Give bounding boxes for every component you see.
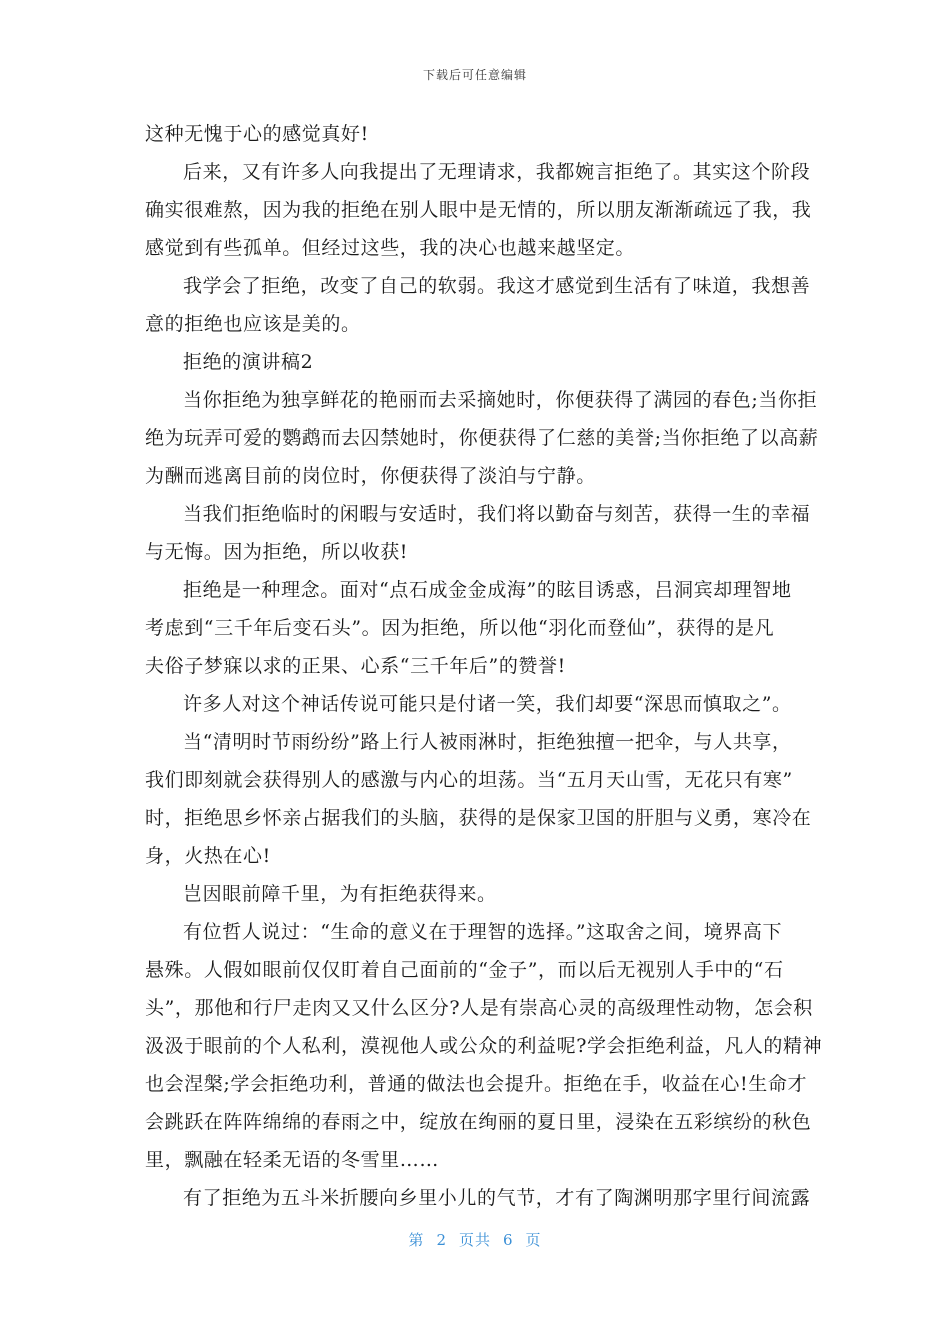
text-line: 为酬而逃离目前的岗位时，你便获得了淡泊与宁静。 — [145, 465, 596, 487]
text-line: 我们即刻就会获得别人的感激与内心的坦荡。当“五月天山雪，无花只有寒” — [145, 769, 793, 791]
text-line: 也会涅槃;学会拒绝功利，普通的做法也会提升。拒绝在手，收益在心!生命才 — [145, 1073, 808, 1095]
text-line: 当我们拒绝临时的闲暇与安适时，我们将以勤奋与刻苦，获得一生的幸福 — [183, 503, 811, 525]
text-line: 意的拒绝也应该是美的。 — [145, 313, 361, 335]
text-line: 当你拒绝为独享鲜花的艳丽而去采摘她时，你便获得了满园的春色;当你拒 — [183, 389, 818, 411]
text-line: 有位哲人说过：“生命的意义在于理智的选择。”这取舍之间，境界高下 — [183, 921, 783, 943]
text-line: 这种无愧于心的感觉真好! — [145, 123, 369, 145]
text-line: 与无悔。因为拒绝，所以收获! — [145, 541, 409, 563]
text-line: 汲汲于眼前的个人私利，漠视他人或公众的利益呢?学会拒绝利益，凡人的精神 — [145, 1035, 823, 1057]
text-line: 头”，那他和行尸走肉又又什么区分?人是有崇高心灵的高级理性动物，怎会积 — [145, 997, 813, 1019]
text-line: 后来，又有许多人向我提出了无理请求，我都婉言拒绝了。其实这个阶段 — [183, 161, 811, 183]
text-line: 拒绝是一种理念。面对“点石成金金成海”的眩目诱惑，吕洞宾却理智地 — [183, 579, 792, 601]
text-line: 考虑到“三千年后变石头”。因为拒绝，所以他“羽化而登仙”，获得的是凡 — [145, 617, 775, 639]
text-line: 悬殊。人假如眼前仅仅盯着自己面前的“金子”，而以后无视别人手中的“石 — [145, 959, 784, 981]
text-line: 许多人对这个神话传说可能只是付诸一笑，我们却要“深思而慎取之”。 — [183, 693, 792, 715]
footer-prefix: 第 — [408, 1231, 425, 1249]
footer-middle: 页共 — [458, 1231, 491, 1249]
text-line: 当“清明时节雨纷纷”路上行人被雨淋时，拒绝独擅一把伞，与人共享， — [183, 731, 792, 753]
text-line: 身，火热在心! — [145, 845, 271, 867]
text-line: 夫俗子梦寐以求的正果、心系“三千年后”的赞誉! — [145, 655, 566, 677]
text-line: 里，飘融在轻柔无语的冬雪里…… — [145, 1149, 440, 1171]
text-line: 感觉到有些孤单。但经过这些，我的决心也越来越坚定。 — [145, 237, 636, 259]
text-line: 会跳跃在阵阵绵绵的春雨之中，绽放在绚丽的夏日里，浸染在五彩缤纷的秋色 — [145, 1111, 812, 1133]
text-line: 拒绝的演讲稿2 — [183, 351, 314, 373]
document-body — [145, 115, 823, 1217]
footer-page-number: 2 — [436, 1231, 447, 1249]
text-line: 确实很难熬，因为我的拒绝在别人眼中是无情的，所以朋友渐渐疏远了我，我 — [145, 199, 812, 221]
text-line: 有了拒绝为五斗米折腰向乡里小儿的气节，才有了陶渊明那字里行间流露 — [183, 1187, 811, 1209]
footer-total-pages: 6 — [503, 1231, 514, 1249]
text-line: 我学会了拒绝，改变了自己的软弱。我这才感觉到生活有了味道，我想善 — [183, 275, 811, 297]
text-line: 时，拒绝思乡怀亲占据我们的头脑，获得的是保家卫国的肝胆与义勇，寒冷在 — [145, 807, 812, 829]
text-line: 绝为玩弄可爱的鹦鹉而去囚禁她时，你便获得了仁慈的美誉;当你拒绝了以高薪 — [145, 427, 819, 449]
page-header: 下载后可任意编辑 — [422, 68, 527, 82]
footer-suffix: 页 — [525, 1231, 542, 1249]
text-line: 岂因眼前障千里，为有拒绝获得来。 — [183, 883, 497, 905]
page-footer — [0, 1229, 950, 1250]
